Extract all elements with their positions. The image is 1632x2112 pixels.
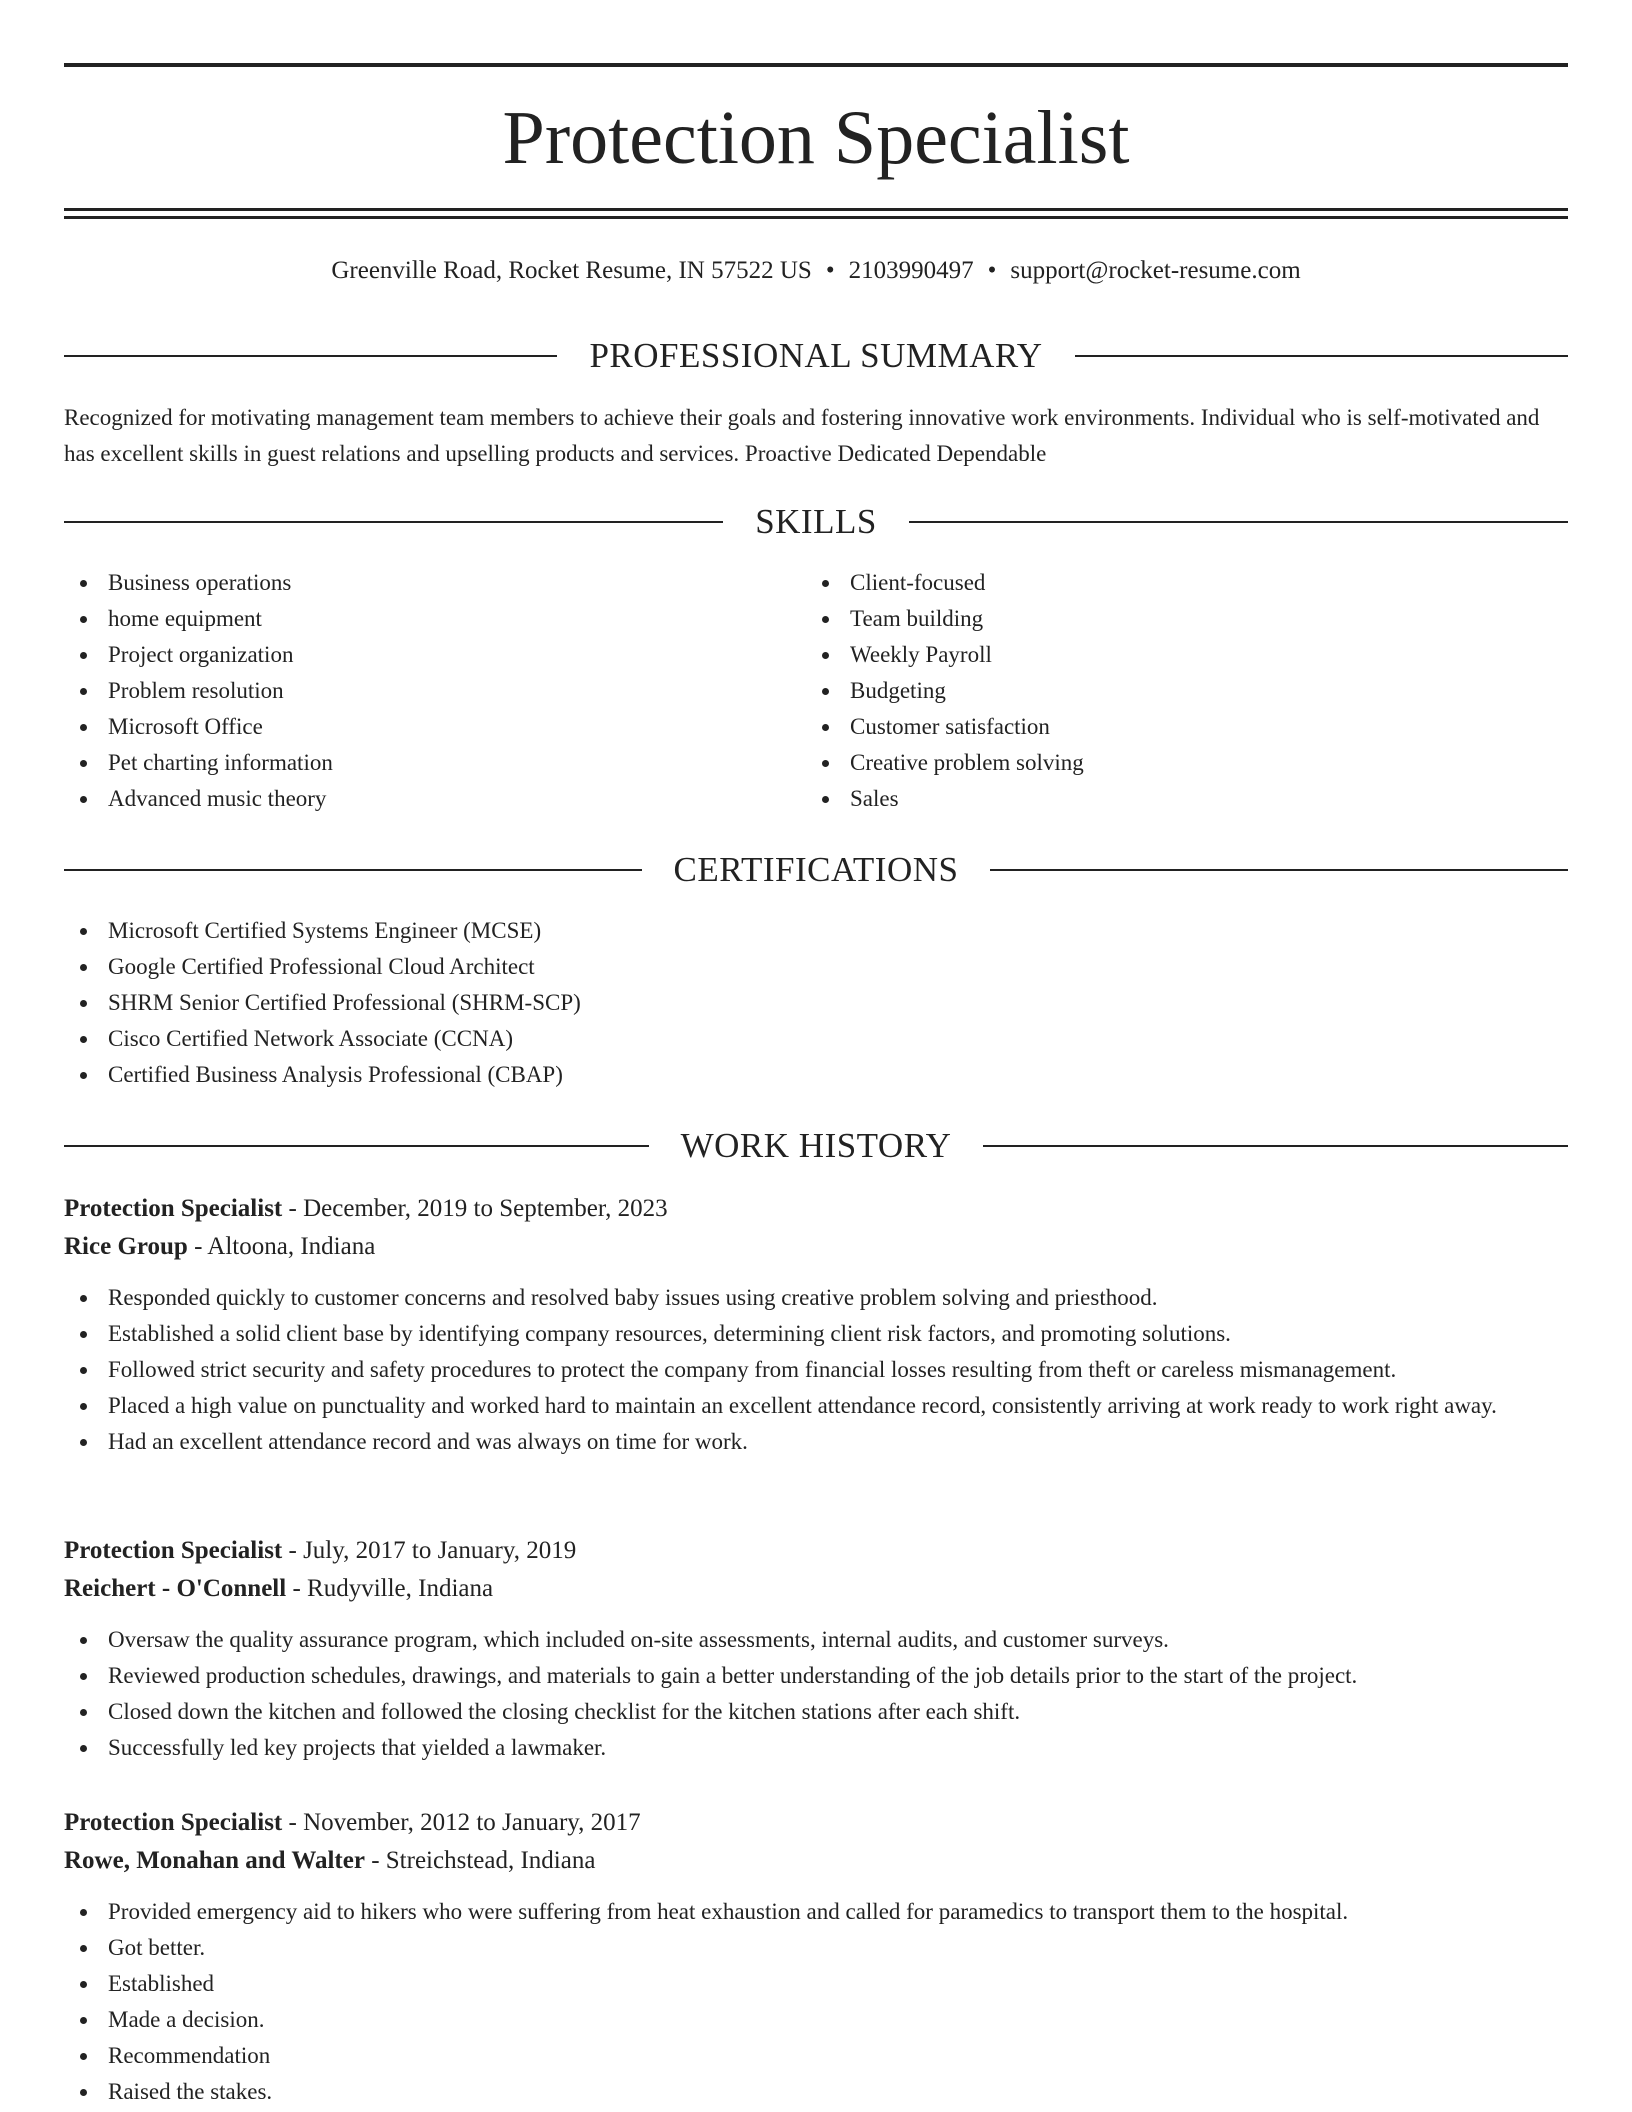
job-company: Reichert - O'Connell (64, 1575, 287, 1602)
job-duty-item: Established a solid client base by identifying company resources, determining client risk factors, and promoting solutions. (64, 1316, 1568, 1352)
job-role: Protection Specialist (64, 1195, 283, 1222)
contact-phone: 2103990497 (848, 257, 974, 284)
page-title: Protection Specialist (502, 96, 1130, 180)
job-duties (64, 1894, 1568, 2110)
section-title: WORK HISTORY (680, 1126, 952, 1165)
job-entry (64, 1532, 1568, 1766)
heading-rule-left (64, 521, 723, 523)
job-company-line (64, 1842, 1568, 1880)
skill-item: Creative problem solving (806, 745, 1506, 781)
heading-rule-right (909, 521, 1568, 523)
contact-separator: • (825, 257, 835, 284)
skills-list-right (806, 565, 1506, 817)
job-dates: - July, 2017 to January, 2019 (282, 1537, 577, 1564)
heading-rule-left (64, 1145, 649, 1147)
heading-rule-right (1075, 355, 1568, 357)
job-duty-item: Oversaw the quality assurance program, which included on-site assessments, internal audits, and customer surveys. (64, 1622, 1568, 1658)
title-rule-upper (64, 208, 1568, 211)
job-duty-item: Established (64, 1966, 1568, 2002)
top-rule (64, 63, 1568, 67)
job-role: Protection Specialist (64, 1537, 283, 1564)
contact-separator: • (987, 257, 997, 284)
job-duty-item: Responded quickly to customer concerns and resolved baby issues using creative problem solving and priesthood. (64, 1280, 1568, 1316)
job-location: - Rudyville, Indiana (286, 1575, 494, 1602)
section-title: CERTIFICATIONS (673, 850, 959, 889)
certification-item: Cisco Certified Network Associate (CCNA) (64, 1021, 1568, 1057)
job-duty-item: Got better. (64, 1930, 1568, 1966)
job-duty-item: Reviewed production schedules, drawings, and materials to gain a better understanding of the job details prior to the start of the project. (64, 1658, 1568, 1694)
certification-item: Google Certified Professional Cloud Architect (64, 949, 1568, 985)
skill-item: Customer satisfaction (806, 709, 1506, 745)
job-duties (64, 1280, 1568, 1460)
job-duty-item: Provided emergency aid to hikers who were suffering from heat exhaustion and called for paramedics to transport them to the hospital. (64, 1894, 1568, 1930)
skill-item: Business operations (64, 565, 764, 601)
job-location: - Altoona, Indiana (187, 1233, 376, 1260)
job-duty-item: Successfully led key projects that yielded a lawmaker. (64, 1730, 1568, 1766)
certification-item: SHRM Senior Certified Professional (SHRM-SCP) (64, 985, 1568, 1021)
job-role: Protection Specialist (64, 1809, 283, 1836)
job-entry (64, 1190, 1568, 1460)
job-duty-item: Made a decision. (64, 2002, 1568, 2038)
job-duty-item: Had an excellent attendance record and was always on time for work. (64, 1424, 1568, 1460)
summary-text: Recognized for motivating management team members to achieve their goals and fostering innovative work environments. Individual who is self-motivated and has excellent skills in guest relations and upselling products and services. Proactive Dedicated Dependable (64, 405, 1540, 466)
skill-item: Problem resolution (64, 673, 764, 709)
job-dates: - November, 2012 to January, 2017 (282, 1809, 641, 1836)
job-duty-item: Raised the stakes. (64, 2074, 1568, 2110)
job-title-line (64, 1190, 1568, 1228)
skill-item: Project organization (64, 637, 764, 673)
section-heading-summary (64, 334, 1568, 378)
certifications-list (64, 913, 1568, 1093)
heading-rule-left (64, 869, 642, 871)
section-title: SKILLS (755, 502, 877, 541)
contact-email: support@rocket-resume.com (1010, 257, 1301, 284)
job-entry (64, 1804, 1568, 2110)
job-company: Rowe, Monahan and Walter (64, 1847, 365, 1874)
certification-item: Certified Business Analysis Professional (CBAP) (64, 1057, 1568, 1093)
section-heading-work-history (64, 1124, 1568, 1168)
job-duties (64, 1622, 1568, 1766)
job-title-line (64, 1804, 1568, 1842)
contact-line (64, 254, 1568, 288)
skill-item: Microsoft Office (64, 709, 764, 745)
title-rule-lower (64, 216, 1568, 219)
job-title-line (64, 1532, 1568, 1570)
heading-rule-left (64, 355, 557, 357)
skill-item: Budgeting (806, 673, 1506, 709)
skill-item: Pet charting information (64, 745, 764, 781)
contact-address: Greenville Road, Rocket Resume, IN 57522 US (331, 257, 812, 284)
skill-item: Team building (806, 601, 1506, 637)
job-company-line (64, 1228, 1568, 1266)
skill-item: home equipment (64, 601, 764, 637)
heading-rule-right (990, 869, 1568, 871)
job-dates: - December, 2019 to September, 2023 (282, 1195, 668, 1222)
certification-item: Microsoft Certified Systems Engineer (MCSE) (64, 913, 1568, 949)
skill-item: Sales (806, 781, 1506, 817)
skills-list-left (64, 565, 764, 817)
job-location: - Streichstead, Indiana (364, 1847, 596, 1874)
job-duty-item: Closed down the kitchen and followed the closing checklist for the kitchen stations after each shift. (64, 1694, 1568, 1730)
job-duty-item: Recommendation (64, 2038, 1568, 2074)
job-duty-item: Placed a high value on punctuality and worked hard to maintain an excellent attendance record, consistently arriving at work ready to work right away. (64, 1388, 1568, 1424)
skill-item: Client-focused (806, 565, 1506, 601)
job-duty-item: Followed strict security and safety procedures to protect the company from financial losses resulting from theft or careless mismanagement. (64, 1352, 1568, 1388)
skill-item: Advanced music theory (64, 781, 764, 817)
skill-item: Weekly Payroll (806, 637, 1506, 673)
heading-rule-right (983, 1145, 1568, 1147)
section-heading-skills (64, 500, 1568, 544)
section-title: PROFESSIONAL SUMMARY (589, 336, 1043, 375)
job-company-line (64, 1570, 1568, 1608)
section-heading-certifications (64, 848, 1568, 892)
job-company: Rice Group (64, 1233, 188, 1260)
